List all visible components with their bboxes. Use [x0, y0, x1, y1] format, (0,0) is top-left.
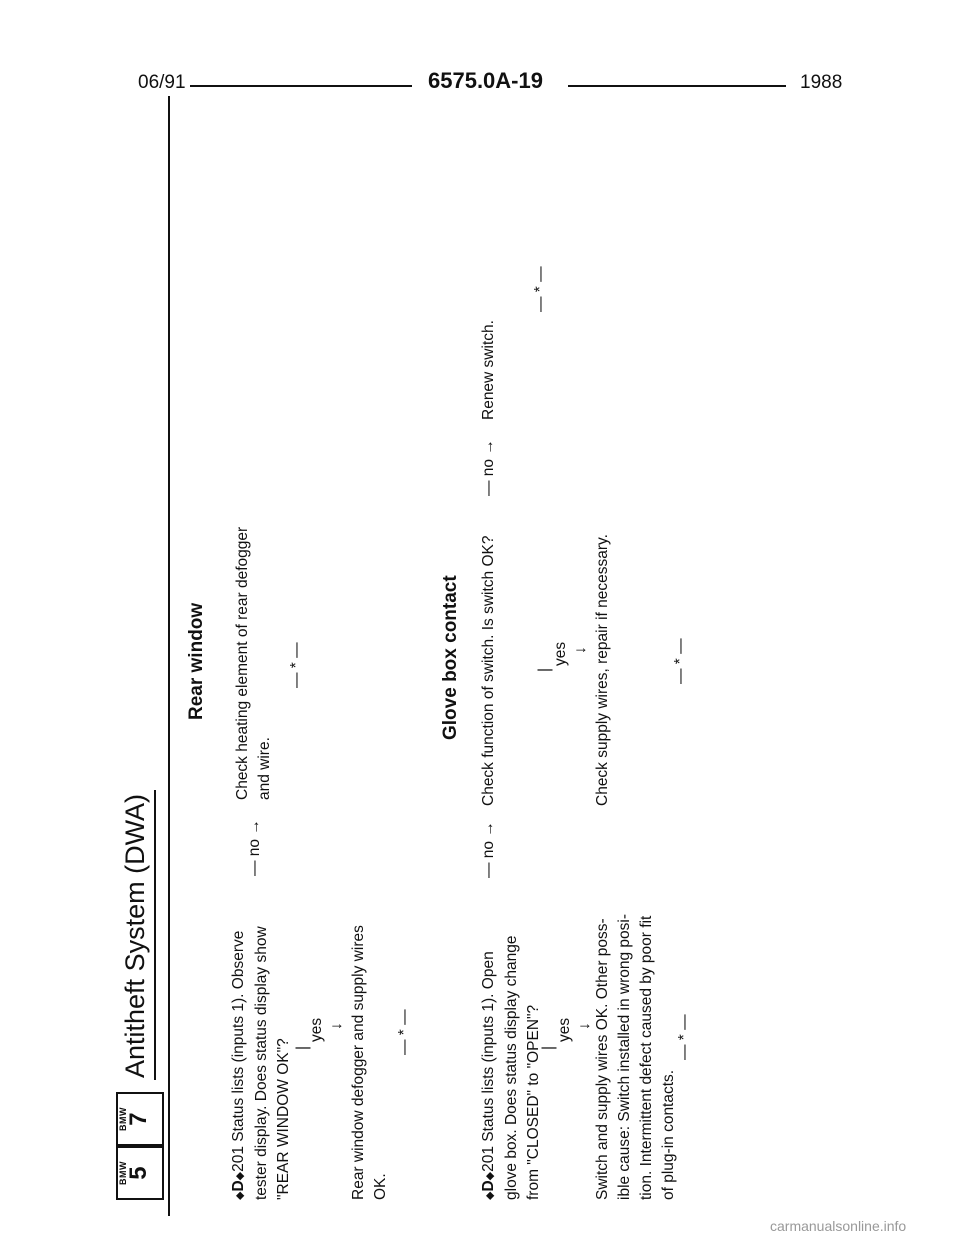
result-line: tion. Intermittent defect caused by poor fit: [638, 915, 655, 1200]
result-line: Check heating element of rear defogger: [234, 526, 251, 800]
result-line: and wire.: [256, 737, 273, 800]
rear-window-no-label: — no →: [246, 819, 263, 876]
step-marker-d: D: [480, 1180, 497, 1192]
glove-box-check-pipe: |: [536, 667, 553, 672]
badge-series-5: 5: [125, 1166, 152, 1180]
rear-window-heading: Rear window: [186, 602, 207, 720]
rear-window-question: ◆D◆201 Status lists (inputs 1). Observe tester display. Does status display show "REAR WINDOW OK"?: [228, 926, 295, 1200]
glove-box-renew: Renew switch.: [480, 320, 497, 420]
glove-box-no2-label: — no →: [480, 439, 497, 496]
glove-box-pipe: |: [540, 1045, 557, 1050]
page-title: Antitheft System (DWA): [120, 793, 150, 1078]
glove-box-yes-arrow: ↓: [576, 1022, 593, 1030]
step-marker-d: D: [230, 1180, 247, 1192]
glove-box-question: ◆D◆201 Status lists (inputs 1). Open glove box. Does status display change from "CLOSED" to "OPEN"?: [478, 935, 545, 1200]
question-line: glove box. Does status display change: [503, 935, 520, 1200]
rear-window-yes-result: [348, 925, 392, 1200]
glove-box-renew-end-marker: — * —: [532, 266, 549, 312]
rear-window-yes-branch: [292, 1046, 314, 1050]
rear-window-yes-arrow: [326, 1022, 348, 1030]
glove-box-check-yes-arrow: ↓: [572, 646, 589, 654]
question-line: 201 Status lists (inputs 1). Observe: [230, 930, 247, 1172]
glove-box-yes-label: yes: [556, 1017, 573, 1042]
rear-window-no-end-marker: — * —: [288, 642, 305, 688]
result-line: Rear window defogger and supply wires: [350, 925, 367, 1200]
result-line: Switch and supply wires OK. Other poss-: [594, 918, 611, 1200]
bmw-logo: [116, 1090, 164, 1200]
bmw-badge-7: [116, 1092, 164, 1146]
badge-brand-text: BMW: [118, 1107, 128, 1131]
glove-box-check-yes-label: yes: [552, 641, 569, 666]
title-underline: [154, 790, 156, 1080]
bmw-badge-5: [116, 1146, 164, 1200]
question-line: from "CLOSED" to "OPEN"?: [525, 1004, 542, 1200]
rear-window-end-marker: — * —: [396, 1009, 413, 1055]
question-line: "REAR WINDOW OK"?: [275, 1038, 292, 1200]
question-line: tester display. Does status display show: [253, 926, 270, 1200]
header-year: 1988: [800, 72, 843, 93]
footer-watermark: carmanualsonline.info: [770, 1218, 907, 1234]
header-date: 06/91: [138, 72, 186, 93]
question-line: 201 Status lists (inputs 1). Open: [480, 951, 497, 1172]
yes-label: yes: [308, 1017, 325, 1042]
glove-box-heading: Glove box contact: [440, 575, 461, 740]
header-doc-number: 6575.0A-19: [428, 68, 543, 93]
rear-window-yes-label: [306, 1018, 328, 1042]
badge-brand-text: BMW: [118, 1161, 128, 1185]
rear-window-no-result: [232, 527, 276, 800]
flow-pipe: |: [294, 1045, 311, 1050]
glove-box-yes-result: [592, 914, 680, 1200]
arrow-down-icon: ↓: [328, 1022, 345, 1030]
badge-series-7: 7: [125, 1112, 152, 1126]
glove-box-end-marker: — * —: [676, 1014, 693, 1060]
glove-box-check-end-marker: — * —: [672, 638, 689, 684]
left-rule: [168, 96, 170, 1216]
result-line: OK.: [372, 1173, 389, 1200]
result-line: ible cause: Switch installed in wrong posi-: [616, 913, 633, 1200]
result-line: of plug-in contacts.: [660, 1069, 677, 1200]
glove-box-no-label: — no →: [480, 821, 497, 878]
glove-box-check-yes-result: Check supply wires, repair if necessary.: [594, 534, 611, 806]
glove-box-check-switch: Check function of switch. Is switch OK?: [480, 535, 497, 806]
header-rule-right: [568, 85, 786, 87]
header-rule-left: [190, 85, 412, 87]
